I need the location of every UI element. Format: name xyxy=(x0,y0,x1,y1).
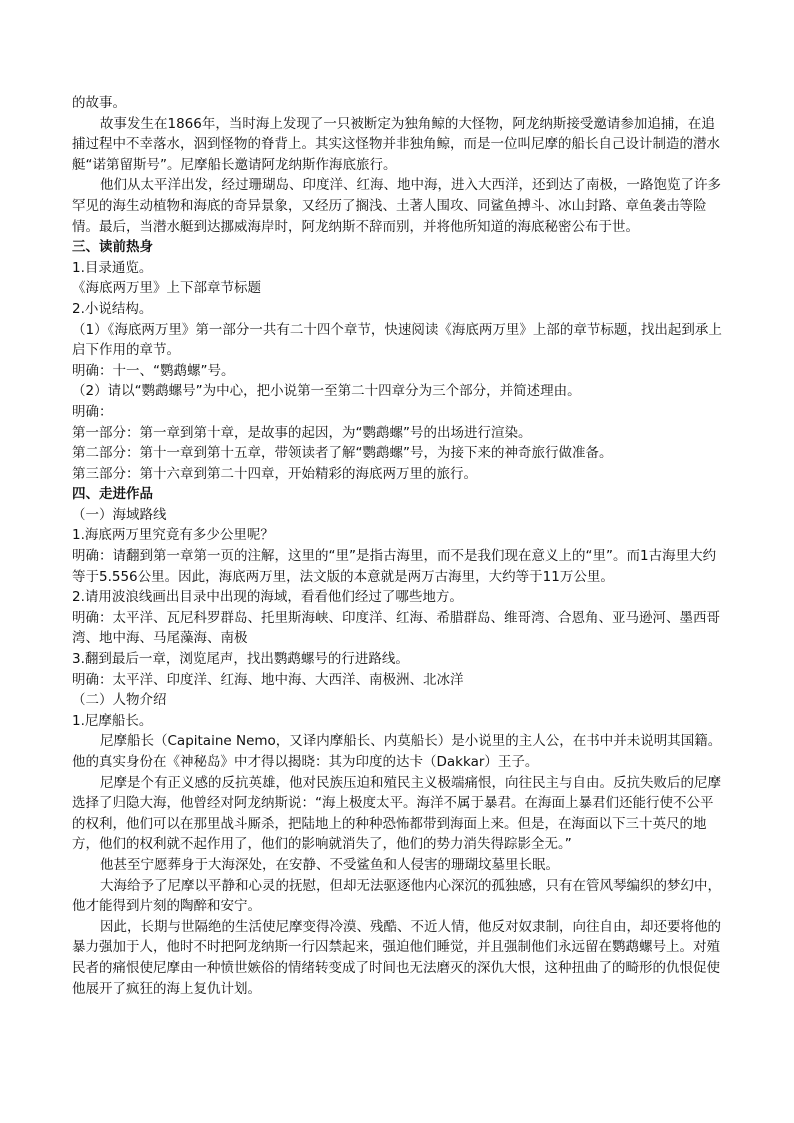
s4-line-2: 明确：请翻到第一章第一页的注解，这里的“里”是指古海里，而不是我们现在意义上的“里”。而1古海里大约等于5.556公里。因此，海底两万里，法文版的本意就是两万古海里，大约等于11万公里。 xyxy=(72,548,717,585)
s3-part-1: 第一部分：第一章到第十章，是故事的起因，为“鹦鹉螺”号的出场进行渲染。 xyxy=(72,424,532,441)
document-page xyxy=(72,93,724,999)
intro-paragraph-1: 故事发生在1866年，当时海上发现了一只被断定为独角鲸的大怪物，阿龙纳斯接受邀请参加追捕，在追捕过程中不幸落水，泅到怪物的脊背上。其实这怪物并非独角鲸，而是一位叫尼摩的船长自己设计制造的潜水艇“诺第留斯号”。尼摩船长邀请阿龙纳斯作海底旅行。 xyxy=(72,115,720,173)
s3-part-3: 第三部分：第十六章到第二十四章，开始精彩的海底两万里的旅行。 xyxy=(72,465,477,482)
s4-line-3: 2.请用波浪线画出目录中出现的海域，看看他们经过了哪些地方。 xyxy=(72,589,463,606)
s3-part-2: 第二部分：第十一章到第十五章，带领读者了解“鹦鹉螺”号，为接下来的神奇旅行做准备。 xyxy=(72,445,613,462)
s4-item-1: 1.尼摩船长。 xyxy=(72,712,153,729)
s4-line-4: 明确：太平洋、瓦尼科罗群岛、托里斯海峡、印度洋、红海、希腊群岛、维哥湾、合恩角、亚马逊河、墨西哥湾、地中海、马尾藻海、南极 xyxy=(72,609,720,647)
s3-answer-2-label: 明确： xyxy=(72,403,113,420)
s3-line-2: 《海底两万里》上下部章节标题 xyxy=(72,280,261,297)
intro-paragraph-2: 他们从太平洋出发，经过珊瑚岛、印度洋、红海、地中海，进入大西洋，还到达了南极，一路饱览了许多罕见的海生动植物和海底的奇异景象，又经历了搁浅、土著人围攻、同鲨鱼搏斗、冰山封路、章鱼袭击等险情。最后，当潜水艇到达挪威海岸时，阿龙纳斯不辞而别，并将他所知道的海底秘密公布于世。 xyxy=(72,177,721,235)
s3-line-3: 2.小说结构。 xyxy=(72,300,153,317)
section-3-heading: 三、读前热身 xyxy=(72,239,153,256)
s4-line-1: 1.海底两万里究竟有多少公里呢？ xyxy=(72,527,274,544)
section-4-heading: 四、走进作品 xyxy=(72,486,153,503)
s4-subheading-2: （二）人物介绍 xyxy=(72,692,167,709)
s4-line-6: 明确：太平洋、印度洋、红海、地中海、大西洋、南极洲、北冰洋 xyxy=(72,671,464,688)
intro-continuation: 的故事。 xyxy=(72,95,126,111)
nemo-paragraph-5: 因此，长期与世隔绝的生活使尼摩变得冷漠、残酷、不近人情，他反对奴隶制，向往自由，却还要将他的暴力强加于人，他时不时把阿龙纳斯一行囚禁起来，强迫他们睡觉，并且强制他们永远留在鹦鹉螺号上。对殖民者的痛恨使尼摩由一种愤世嫉俗的情绪转变成了时间也无法磨灭的深仇大恨，这种扭曲了的畸形的仇恨促使他展开了疯狂的海上复仇计划。 xyxy=(72,918,721,997)
s3-question-2: （2）请以“鹦鹉螺号”为中心，把小说第一至第二十四章分为三个部分，并简述理由。 xyxy=(72,383,581,400)
nemo-paragraph-4: 大海给予了尼摩以平静和心灵的抚慰，但却无法驱逐他内心深沉的孤独感，只有在管风琴编织的梦幻中，他才能得到片刻的陶醉和安宁。 xyxy=(72,877,721,915)
s4-line-5: 3.翻到最后一章，浏览尾声，找出鹦鹉螺号的行进路线。 xyxy=(72,651,409,668)
nemo-paragraph-2: 尼摩是个有正义感的反抗英雄，他对民族压迫和殖民主义极端痛恨，向往民主与自由。反抗失败后的尼摩选择了归隐大海，他曾经对阿龙纳斯说：“海上极度太平。海洋不属于暴君。在海面上暴君们还能行使不公平的权利，他们可以在那里战斗厮杀，把陆地上的种种恐怖都带到海面上来。但是，在海面以下三十英尺的地方，他们的权利就不起作用了，他们的影响就消失了，他们的势力消失得踪影全无。” xyxy=(72,774,721,853)
nemo-paragraph-3: 他甚至宁愿葬身于大海深处，在安静、不受鲨鱼和人侵害的珊瑚坟墓里长眠。 xyxy=(100,856,559,873)
nemo-paragraph-1: 尼摩船长（Capitaine Nemo，又译内摩船长、内莫船长）是小说里的主人公，在书中并未说明其国籍。他的真实身份在《神秘岛》中才得以揭晓：其为印度的达卡（Dakkar）王子。 xyxy=(72,733,722,770)
s3-line-1: 1.目录通览。 xyxy=(72,259,153,276)
s3-answer-1: 明确：十一、“鹦鹉螺”号。 xyxy=(72,362,235,379)
s3-question-1: （1）《海底两万里》第一部分一共有二十四个章节，快速阅读《海底两万里》上部的章节标题，找出起到承上启下作用的章节。 xyxy=(72,321,722,359)
s4-subheading-1: （一）海域路线 xyxy=(72,506,167,523)
